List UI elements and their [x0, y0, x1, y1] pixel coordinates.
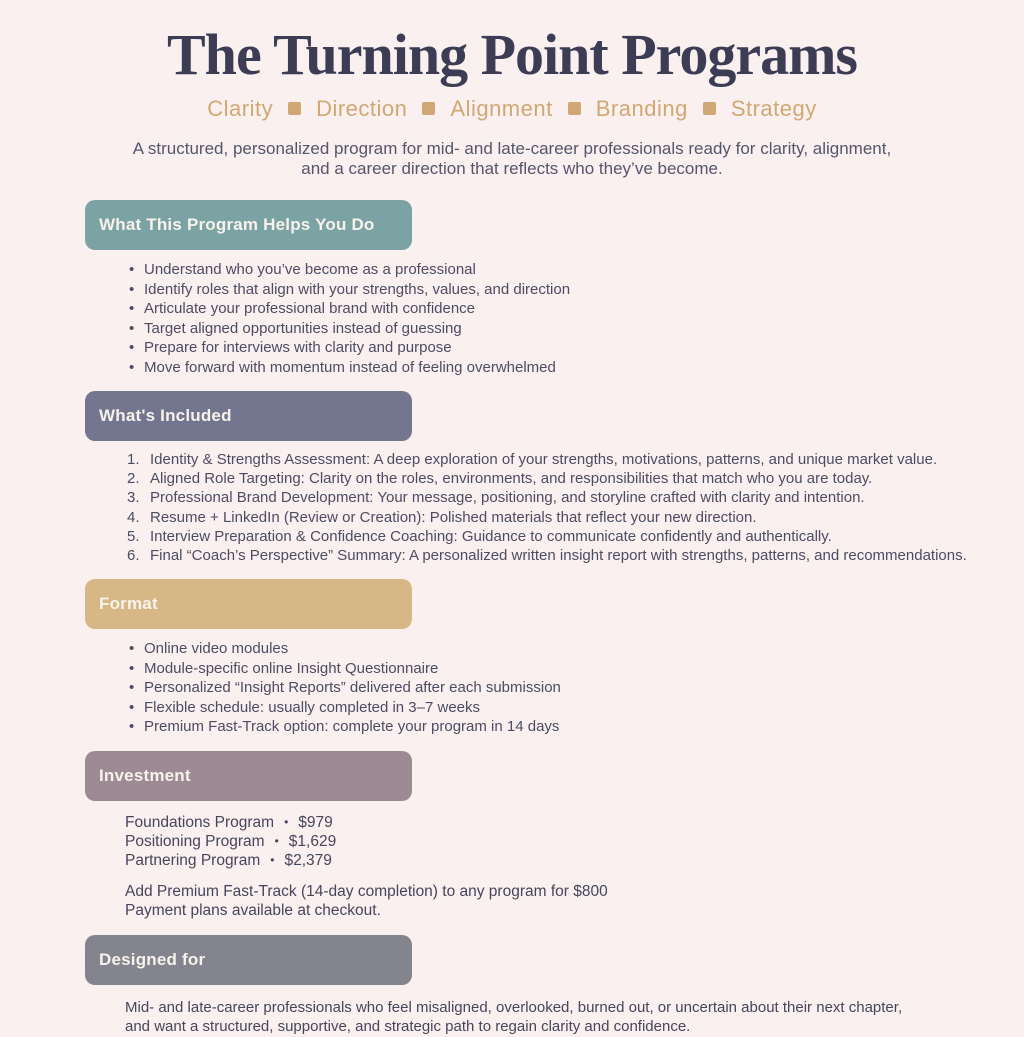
- section-title: What's Included: [99, 406, 232, 426]
- section-format: [85, 579, 1024, 737]
- bullet-list: [85, 260, 1024, 377]
- description-line: and a career direction that reflects who they’ve become.: [301, 159, 723, 179]
- section-badge: [85, 200, 412, 250]
- section-title: Designed for: [99, 949, 206, 969]
- pricing-list: [125, 813, 1024, 870]
- designed-for-paragraph: [125, 998, 1024, 1037]
- description-line: A structured, personalized program for mid- and late-career professionals ready for clarity, alignment,: [132, 138, 892, 158]
- section-badge: [85, 391, 412, 441]
- paragraph-line: Mid- and late-career professionals who feel misaligned, overlooked, burned out, or uncertain about their next chapter,: [125, 998, 903, 1016]
- price-row: [125, 851, 1024, 870]
- list-item: • Prepare for interviews with clarity and purpose: [129, 338, 1024, 358]
- program-name: Partnering Program: [125, 851, 261, 869]
- list-item: • Personalized “Insight Reports” delivered after each submission: [129, 678, 1024, 698]
- list-item: • Identify roles that align with your strengths, values, and direction: [129, 280, 1024, 300]
- numbered-list: [85, 450, 1024, 565]
- program-name: Foundations Program: [125, 813, 275, 831]
- paragraph-line: and want a structured, supportive, and strategic path to regain clarity and confidence.: [125, 1018, 691, 1036]
- bullet-separator-icon: •: [270, 852, 275, 867]
- section-designed-for: [85, 935, 1024, 1037]
- square-separator-icon: [568, 102, 581, 115]
- tagline-item: Clarity: [207, 95, 274, 121]
- section-investment: [85, 751, 1024, 921]
- list-item: Resume + LinkedIn (Review or Creation): Polished materials that reflect your new direction.: [150, 508, 757, 526]
- section-title: What This Program Helps You Do: [99, 215, 375, 235]
- section-whats-included: [85, 391, 1024, 565]
- page-title: The Turning Point Programs: [167, 22, 857, 87]
- bullet-separator-icon: •: [274, 833, 279, 848]
- note-line: Payment plans available at checkout.: [125, 902, 381, 920]
- section-title: Format: [99, 594, 158, 614]
- square-separator-icon: [288, 102, 301, 115]
- list-item: • Online video modules: [129, 639, 1024, 659]
- list-item: • Target aligned opportunities instead of guessing: [129, 319, 1024, 339]
- list-item: Final “Coach’s Perspective” Summary: A personalized written insight report with strengths, patterns, and recommendations.: [150, 547, 967, 565]
- header: [0, 0, 1024, 180]
- section-title: Investment: [99, 765, 191, 785]
- list-item: • Flexible schedule: usually completed in 3–7 weeks: [129, 698, 1024, 718]
- section-badge: [85, 579, 412, 629]
- program-description: [0, 139, 1024, 180]
- list-item: • Articulate your professional brand with confidence: [129, 299, 1024, 319]
- square-separator-icon: [422, 102, 435, 115]
- note-line: Add Premium Fast-Track (14-day completion) to any program for $800: [125, 882, 608, 900]
- section-what-this-program-helps-you-do: [85, 200, 1024, 377]
- list-item: Interview Preparation & Confidence Coaching: Guidance to communicate confidently and authentically.: [150, 527, 832, 545]
- list-item: • Module-specific online Insight Questionnaire: [129, 659, 1024, 679]
- tagline: [0, 96, 1024, 122]
- list-item: • Understand who you’ve become as a professional: [129, 260, 1024, 280]
- bullet-list: [85, 639, 1024, 737]
- list-item: Identity & Strengths Assessment: A deep exploration of your strengths, motivations, patterns, and unique market value.: [150, 451, 938, 469]
- bullet-separator-icon: •: [284, 814, 289, 829]
- list-item: • Move forward with momentum instead of feeling overwhelmed: [129, 358, 1024, 378]
- program-price: $1,629: [288, 832, 337, 850]
- square-separator-icon: [703, 102, 716, 115]
- list-item: Professional Brand Development: Your message, positioning, and storyline crafted with clarity and intention.: [150, 489, 865, 507]
- price-row: [125, 832, 1024, 851]
- tagline-item: Branding: [595, 95, 688, 121]
- program-price: $2,379: [284, 851, 332, 869]
- price-row: [125, 813, 1024, 832]
- investment-notes: [125, 882, 1024, 921]
- list-item: • Premium Fast-Track option: complete your program in 14 days: [129, 717, 1024, 737]
- section-badge: [85, 935, 412, 985]
- tagline-item: Strategy: [730, 95, 817, 121]
- list-item: Aligned Role Targeting: Clarity on the roles, environments, and responsibilities that match who you are today.: [150, 470, 873, 488]
- tagline-item: Direction: [316, 95, 408, 121]
- program-price: $979: [298, 813, 333, 831]
- tagline-item: Alignment: [450, 95, 553, 121]
- program-name: Positioning Program: [125, 832, 265, 850]
- section-badge: [85, 751, 412, 801]
